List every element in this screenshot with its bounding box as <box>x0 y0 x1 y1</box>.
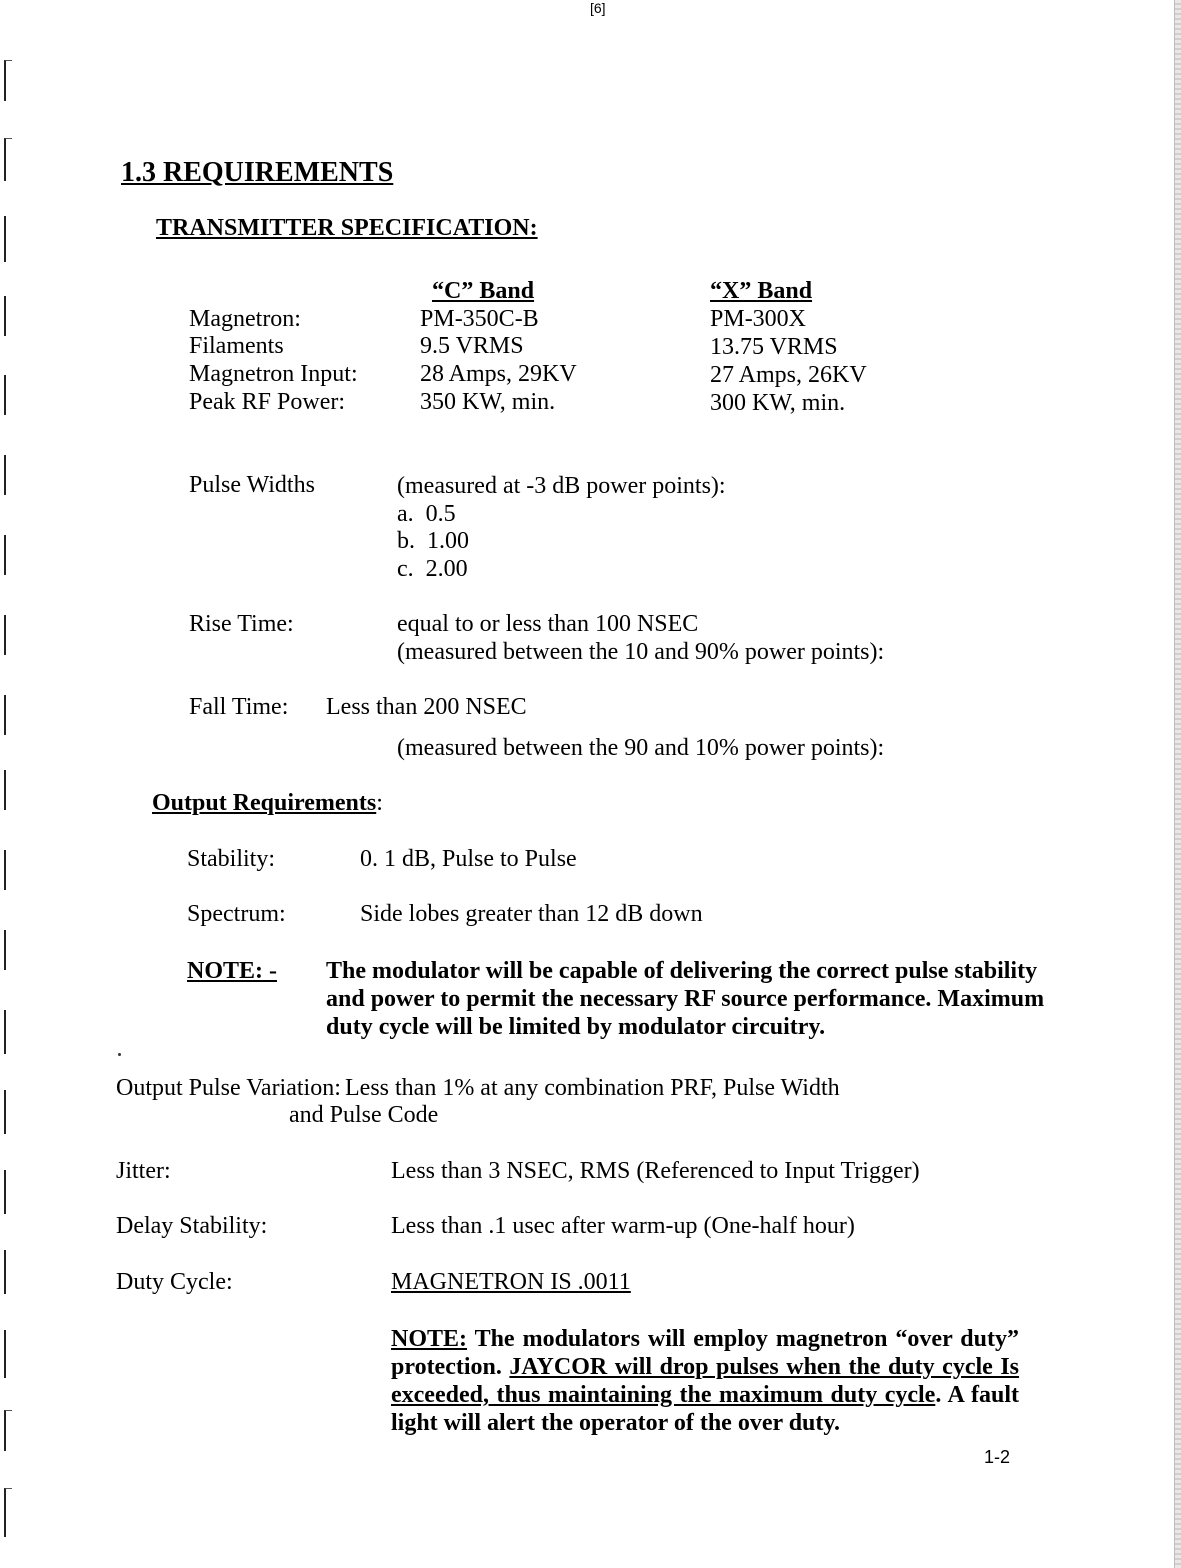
pulse-widths-label: Pulse Widths <box>189 472 315 498</box>
spec-c-value: 28 Amps, 29KV <box>420 361 577 387</box>
over-duty-note-label: NOTE: <box>391 1326 468 1352</box>
duty-cycle-label: Duty Cycle: <box>116 1269 233 1295</box>
spec-label: Filaments <box>189 333 284 359</box>
modulator-note-label: NOTE: - <box>187 958 277 984</box>
modulator-note-line: duty cycle will be limited by modulator circuitry. <box>326 1014 826 1040</box>
scan-bracket-mark <box>4 535 12 575</box>
delay-stability-value: Less than .1 usec after warm-up (One-half hour) <box>391 1213 855 1239</box>
scan-bracket-mark <box>4 1330 12 1378</box>
fall-time-value: Less than 200 NSEC <box>326 694 527 720</box>
rise-time-value: equal to or less than 100 NSEC <box>397 611 699 637</box>
over-duty-note <box>391 1325 1019 1437</box>
page-number: 1-2 <box>984 1447 1011 1467</box>
scan-bracket-mark <box>4 375 12 415</box>
duty-cycle-value: MAGNETRON IS .0011 <box>391 1269 631 1295</box>
spec-x-value: 300 KW, min. <box>710 390 846 416</box>
spec-c-value: 9.5 VRMS <box>420 333 524 359</box>
output-pulse-variation-value: Less than 1% at any combination PRF, Pulse Width <box>345 1075 840 1101</box>
page-marker: [6] <box>590 0 606 16</box>
scan-bracket-mark <box>4 770 12 810</box>
scan-bracket-mark <box>4 1250 12 1294</box>
scan-bracket-mark <box>4 850 12 890</box>
over-duty-note-text: The modulators will employ magnetron “over duty” protection. <box>391 1326 1019 1380</box>
stray-dot <box>118 1053 121 1056</box>
output-requirements-colon: : <box>376 790 383 816</box>
spec-c-value: PM-350C-B <box>420 306 539 332</box>
scan-bracket-mark <box>4 615 12 655</box>
scan-bracket-mark <box>4 1090 12 1134</box>
jitter-label: Jitter: <box>116 1158 171 1184</box>
output-requirements-title: Output Requirements <box>152 790 377 816</box>
spec-x-value: PM-300X <box>710 306 807 332</box>
spec-label: Peak RF Power: <box>189 389 345 415</box>
spec-label: Magnetron Input: <box>189 361 358 387</box>
c-band-header: “C” Band <box>432 278 535 304</box>
scan-bracket-mark <box>4 695 12 735</box>
page-edge <box>1174 0 1181 1568</box>
modulator-note-line: and power to permit the necessary RF source performance. Maximum <box>326 986 1045 1012</box>
scan-bracket-mark <box>4 1010 12 1054</box>
scan-bracket-mark <box>4 1410 12 1451</box>
spectrum-value: Side lobes greater than 12 dB down <box>360 901 703 927</box>
x-band-header: “X” Band <box>710 278 813 304</box>
stability-value: 0. 1 dB, Pulse to Pulse <box>360 846 577 872</box>
pulse-widths-note: (measured at -3 dB power points): <box>397 473 726 499</box>
output-requirements-heading <box>152 789 383 817</box>
stability-label: Stability: <box>187 846 276 872</box>
scan-bracket-mark <box>4 60 12 101</box>
fall-time-note: (measured between the 90 and 10% power points): <box>397 735 885 761</box>
scan-bracket-mark <box>4 138 12 181</box>
pulse-width-item: b. 1.00 <box>397 528 469 554</box>
scan-bracket-mark <box>4 1488 12 1537</box>
spec-label: Magnetron: <box>189 306 301 332</box>
rise-time-label: Rise Time: <box>189 611 294 637</box>
fall-time-label: Fall Time: <box>189 694 289 720</box>
output-pulse-variation-label: Output Pulse Variation: <box>116 1075 341 1101</box>
scan-bracket-mark <box>4 930 12 970</box>
scan-bracket-mark <box>4 455 12 495</box>
spec-x-value: 13.75 VRMS <box>710 334 838 360</box>
scan-bracket-mark <box>4 1170 12 1214</box>
scan-bracket-mark <box>4 216 12 262</box>
pulse-width-item: c. 2.00 <box>397 556 468 582</box>
modulator-note-line: The modulator will be capable of delivering the correct pulse stability <box>326 958 1038 984</box>
over-duty-note-underlined: JAYCOR will drop pulses when the duty cycle Is exceeded, thus maintaining the maximum duty cycle <box>391 1354 1020 1408</box>
output-pulse-variation-value-cont: and Pulse Code <box>289 1102 439 1128</box>
rise-time-note: (measured between the 10 and 90% power points): <box>397 639 885 665</box>
spec-c-value: 350 KW, min. <box>420 389 556 415</box>
jitter-value: Less than 3 NSEC, RMS (Referenced to Input Trigger) <box>391 1158 920 1184</box>
delay-stability-label: Delay Stability: <box>116 1213 268 1239</box>
spec-x-value: 27 Amps, 26KV <box>710 362 867 388</box>
over-duty-note-text-end: . A fault light will alert the operator of the over duty. <box>391 1382 1019 1436</box>
section-title: 1.3 REQUIREMENTS <box>121 157 394 188</box>
spectrum-label: Spectrum: <box>187 901 286 927</box>
subsection-title: TRANSMITTER SPECIFICATION: <box>156 215 538 241</box>
scan-bracket-mark <box>4 296 12 336</box>
pulse-width-item: a. 0.5 <box>397 501 456 527</box>
